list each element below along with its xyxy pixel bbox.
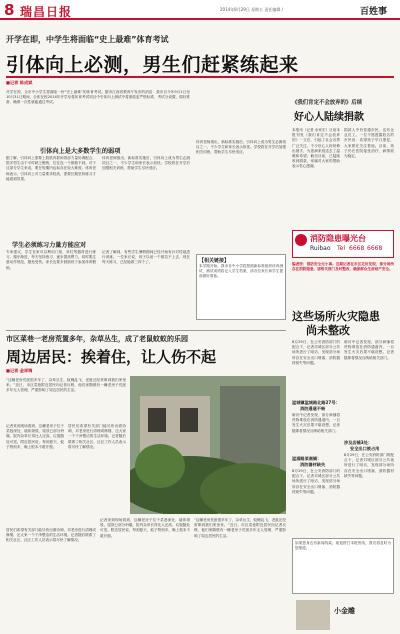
story4-lead: “这幢老房荒废很多年了，杂草丛生，蚊蝇乱飞，老鼠还经常窜到我们家里来。”近日，市区菜巷附近居民向记者反映，他们家隔壁有一幢老房子荒废多年无人管理，严重影响了周边居民的生活。	[6, 378, 126, 393]
story1-body-a: 据了解，引体向上需要上肢肌肉群和背部力量协调配合，很多男生由于平时缺乏锻炼，往往连一个都做不到。对于这部分学生来说，要在短期内达标存在较大难度。体育老师表示，引体向上对力量要求较高，需要长期坚持练习才能看到效果。	[6, 156, 96, 181]
story4-subhead: 市区菜巷一老房荒置多年，杂草丛生，成了老鼠蚊蚁的乐园	[6, 335, 188, 343]
story3-body-c: 8月29日，在公安消防部门的配合下，记者对城区部分公共场所进行了暗访，发现部分场所存在安全出口堵塞、消防器材缺失等问题。	[292, 469, 340, 494]
story1-subhead: 开学在即，中学生将面临“史上最难”体育考试	[6, 35, 169, 44]
story3-sub3b: 安全出口被占用	[350, 446, 380, 451]
story3-sub1b: 消防通道不畅	[300, 406, 326, 411]
ad-tel-label: Tel	[337, 245, 346, 252]
ad-brand: 消防隐患曝光台	[310, 234, 366, 243]
footer-note: 如果您身边有新闻线索，欢迎拨打本报热线，我们将及时为您报道。	[295, 541, 391, 551]
story2-body2: 捐款人中有普通市民，也有企业员工。一位不愿透露姓名的市民说：希望孩子早日康复，大家都在关注着他。目前，孩子仍在医院接受治疗，病情较为稳定。	[344, 128, 394, 159]
ad-subtitle: Ruibao	[310, 245, 331, 252]
story3-sub3: 涉及店铺3处：	[344, 440, 373, 445]
story3-sub2b: 消防器材缺失	[300, 462, 326, 467]
story3-callout: 编者按：消防安全无小事。近期记者在市区走访发现，部分场所存在消防隐患，请相关部门及时整改，确保群众生命财产安全。	[292, 262, 394, 272]
story3-headline1: 这些场所火灾隐患	[292, 310, 380, 323]
fire-ad-banner	[292, 230, 394, 258]
dateline: 2014年8月29日 星期五 责任编辑 /	[220, 7, 283, 12]
story2-body: 本报讯（记者 余家宏）日前本报刊发《我们肯定不会放弃的》一文后，引起了社会各界广泛关注，不少好心人纷纷伸出援手，为患病家庭送去了温暖和希望。截至目前，已陆续收到捐款，家属对大家的帮助表示衷心感谢。	[292, 128, 340, 169]
story4-headline: 周边居民：挨着住，让人伤不起	[6, 348, 217, 366]
masthead: 瑞昌日报	[20, 5, 73, 19]
headline-rule	[6, 76, 394, 78]
logo-image	[296, 600, 330, 630]
story4-rule	[6, 330, 286, 331]
overgrown-house-illustration	[130, 376, 286, 514]
story3-body-e: 8月29日，在公安消防部门的配合下，记者对城区部分公共场所进行了暗访，发现部分场所存在安全出口堵塞、消防器材缺失等问题。	[344, 453, 394, 478]
story3-body-d: 暗访中记者发现，部分商铺将货物堆放在消防通道内，一旦发生火灾后果不堪设想。记者随即将情况反映给相关部门。	[344, 340, 394, 360]
photo-caption: 小金雕	[334, 607, 355, 615]
story1-byline: ■记者 陈成斌	[6, 80, 33, 85]
story4-byline: ■记者 金祥瑞	[6, 368, 33, 373]
section-name: 百姓事	[360, 7, 388, 17]
story3-body: 8月29日，在公安消防部门的配合下，记者对城区部分公共场所进行了暗访，发现部分场所存在安全出口堵塞、消防器材缺失等问题。	[292, 340, 340, 365]
story2-title: 《我们肯定不会放弃的》后续	[292, 100, 363, 106]
story4-photo	[130, 376, 286, 514]
story3-body-b: 暗访中记者发现，部分商铺将货物堆放在消防通道内，一旦发生火灾后果不堪设想。记者随即将情况反映给相关部门。	[292, 413, 340, 433]
story4-body-e: “这幢老房荒废很多年了，杂草丛生，蚊蝇乱飞，老鼠还经常窜到我们家里来。”近日，市区菜巷附近居民向记者反映，他们家隔壁有一幢老房子荒废多年无人管理，严重影响了周边居民的生活。	[194, 518, 286, 538]
story4-body-c: 居民们希望有关部门能尽快出面协调，对老房进行清理或修缮，还大家一个干净整洁的生活环境。记者随后联系了相关社区，社区工作人员表示将尽快了解情况。	[6, 528, 96, 543]
story1-headline: 引体向上必测，男生们赶紧练起来	[6, 54, 299, 76]
story1-continued: 体育老师指出，新标准实施后，引体向上成为男生必测项目之一，不少学生和家长表示担忧。学校将在开学后加强相关训练，帮助学生尽快适应。	[196, 140, 286, 155]
story4-body-b: 居民们希望有关部门能尽快出面协调，对老房进行清理或修缮，还大家一个干净整洁的生活环境。记者随后联系了相关社区，社区工作人员表示将尽快了解情况。	[68, 424, 126, 449]
story4-body-a: 记者来到现场看到，这幢老房子位于菜巷深处，墙体斑驳，屋顶已部分坍塌，院内杂草长得比人还高，垃圾随处可见。附近居民说，每到夏天，蚊子特别多，晚上根本不敢开窗。	[6, 424, 64, 449]
story1-body-b: 专家建议，学生在家可以利用门框、单杠等器材进行练习，循序渐进，每天坚持练习，逐步提高臂力。同时要注意动作规范，避免受伤。家长也要多鼓励孩子参加体育锻炼。	[6, 250, 96, 270]
page-number: 8	[4, 1, 15, 19]
story3-sub1: 湓城镇湓城路北路27号：	[292, 400, 340, 405]
related-link-box	[196, 254, 286, 320]
story3-headline2: 尚未整改	[306, 324, 350, 337]
story1-sub1: 引体向上是大多数学生的弱项	[40, 148, 121, 155]
related-title: 【相关链接】	[199, 258, 230, 264]
ad-tel2: 6668	[367, 245, 383, 252]
related-text: 本学期开始，我市各中小学将按照新标准组织体育测试，测试成绩将记入学生档案，请各位家长和学生提前做好准备。	[199, 264, 283, 279]
story1-body-d: 记者了解到，有些学生暑假期间已经开始有针对性地进行训练。一位家长说，孩子以前一个都拉不上去，现在每天练习，已经能做三四个了。	[102, 250, 190, 265]
story1-lead: 开学在即，全市中小学生将面临一份“史上最难”的体育考试。据市江西省教育厅发布的消息：我市自今年9月1日至10月31日期间，全体在校2014年开学至将体育考试项目中引体向上测试中将面临更严格标准，考试分设置，做好准备，确保一次性就能通过考试。	[6, 90, 190, 105]
story1-body-c: 体育老师指出，新标准实施后，引体向上成为男生必测项目之一，不少学生和家长表示担忧。学校将在开学后加强相关训练，帮助学生尽快适应。	[102, 156, 190, 171]
story4-body-d: 记者来到现场看到，这幢老房子位于菜巷深处，墙体斑驳，屋顶已部分坍塌，院内杂草长得比人还高，垃圾随处可见。附近居民说，每到夏天，蚊子特别多，晚上根本不敢开窗。	[100, 518, 190, 538]
story3-sub2: 湓浦路某商铺：	[292, 456, 322, 461]
ad-tel: 6668	[349, 245, 365, 252]
fire-badge-icon	[295, 234, 307, 246]
story2-headline: 好心人陆续捐款	[294, 112, 364, 123]
story1-sub2: 学生必须练习力量方能应对	[12, 242, 87, 249]
footer-note-box	[292, 538, 394, 594]
